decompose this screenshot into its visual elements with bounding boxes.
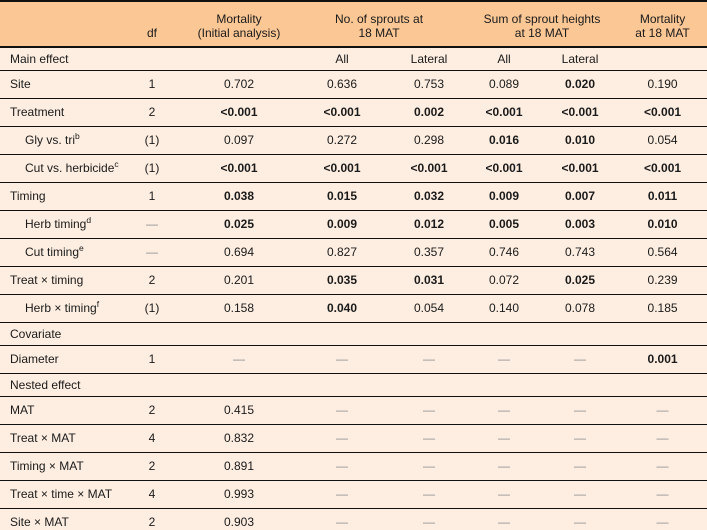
p-value-cell: 2 [118,396,186,424]
header-no-of-sprouts [292,1,466,47]
p-value-cell: 0.010 [618,210,707,238]
p-value-cell [466,373,542,396]
p-value-cell [186,47,292,70]
header-line: (Initial analysis) [197,26,281,40]
p-value-cell: 0.020 [542,70,618,98]
p-value-cell: — [392,396,466,424]
row-label: Treat × MAT [0,424,118,452]
section-row [0,373,707,396]
p-value-cell [466,322,542,345]
p-value-cell: <0.001 [466,98,542,126]
p-value-cell: — [186,345,292,373]
p-value-cell [618,47,707,70]
p-value-cell: 0.032 [392,182,466,210]
p-value-cell: 0.832 [186,424,292,452]
p-value-cell: — [542,345,618,373]
footnote-marker: e [79,243,84,253]
p-value-cell: — [542,480,618,508]
p-value-cell: 0.040 [292,294,392,322]
p-value-cell: 0.140 [466,294,542,322]
p-value-cell: 0.072 [466,266,542,294]
p-value-cell: 0.636 [292,70,392,98]
row-label: Treat × time × MAT [0,480,118,508]
p-value-cell: Lateral [392,47,466,70]
p-value-cell: 0.025 [186,210,292,238]
p-value-cell: 0.272 [292,126,392,154]
p-value-cell: 0.702 [186,70,292,98]
p-value-cell: 0.903 [186,508,292,530]
p-value-cell: <0.001 [186,98,292,126]
table-row [0,266,707,294]
footnote-marker: b [75,131,80,141]
header-sum-sprout-heights [466,1,618,47]
p-value-cell: (1) [118,126,186,154]
p-value-cell: 0.035 [292,266,392,294]
p-value-cell: — [466,508,542,530]
p-value-cell [542,322,618,345]
p-value-cell: <0.001 [292,98,392,126]
p-value-cell: 0.415 [186,396,292,424]
p-value-cell: 0.753 [392,70,466,98]
table-row [0,345,707,373]
p-value-cell [118,322,186,345]
p-value-cell [186,322,292,345]
p-value-cell: — [392,452,466,480]
p-value-cell: 0.694 [186,238,292,266]
p-value-cell: 0.185 [618,294,707,322]
p-value-cell: — [292,480,392,508]
p-value-cell [186,373,292,396]
row-label: Diameter [0,345,118,373]
p-value-cell: — [618,424,707,452]
p-value-cell: — [392,480,466,508]
p-value-cell: — [292,345,392,373]
header-line: No. of sprouts at [334,12,424,26]
row-label: Treatment [0,98,118,126]
header-line: at 18 MAT [514,26,570,40]
p-value-cell: 0.743 [542,238,618,266]
p-value-cell: 0.011 [618,182,707,210]
section-label: Covariate [0,322,118,345]
p-value-cell [292,373,392,396]
header-line: Mortality [216,12,262,26]
p-value-cell: 2 [118,266,186,294]
table-row [0,154,707,182]
p-value-cell: All [466,47,542,70]
p-value-cell: — [466,452,542,480]
row-label: Timing [0,182,118,210]
p-value-cell: 1 [118,70,186,98]
p-value-cell: 0.016 [466,126,542,154]
p-value-cell: — [466,480,542,508]
p-value-cell: 0.002 [392,98,466,126]
p-value-cell: — [292,396,392,424]
p-value-cell: — [466,424,542,452]
footnote-marker: c [114,159,119,169]
p-value-cell: 1 [118,345,186,373]
header-line: Sum of sprout heights [483,12,601,26]
p-value-cell: 0.564 [618,238,707,266]
p-value-cell [392,373,466,396]
p-value-cell [392,322,466,345]
p-value-cell: 0.007 [542,182,618,210]
p-value-cell: 0.025 [542,266,618,294]
row-label: Herb × timing$^f$ [0,294,118,322]
p-value-cell: 4 [118,424,186,452]
p-value-cell: 0.158 [186,294,292,322]
header-mortality-18mat [618,1,707,47]
p-value-cell: — [392,424,466,452]
p-value-cell: <0.001 [618,98,707,126]
p-value-cell: 0.054 [392,294,466,322]
p-value-cell: 0.827 [292,238,392,266]
p-value-cell: — [292,424,392,452]
p-value-cell: — [542,424,618,452]
p-value-cell: 0.201 [186,266,292,294]
p-value-cell: (1) [118,294,186,322]
p-value-cell: — [618,480,707,508]
p-value-cell: 0.993 [186,480,292,508]
p-value-cell: <0.001 [542,98,618,126]
p-value-cell: — [542,452,618,480]
p-value-cell: <0.001 [542,154,618,182]
row-label: Gly vs. tri$^b$ [0,126,118,154]
p-value-cell: — [618,508,707,530]
table-row [0,210,707,238]
p-value-cell: <0.001 [618,154,707,182]
p-value-cell: 0.009 [466,182,542,210]
p-value-cell: — [542,396,618,424]
p-value-cell: Lateral [542,47,618,70]
p-value-cell: 0.003 [542,210,618,238]
table-row [0,396,707,424]
header-effect-blank [0,1,118,47]
header-row [0,1,707,47]
header-line: Mortality [639,12,686,26]
p-value-cell [618,373,707,396]
p-value-cell: — [618,452,707,480]
p-value-cell: 0.001 [618,345,707,373]
row-label: Site [0,70,118,98]
p-value-cell: 2 [118,452,186,480]
p-value-cell: — [542,508,618,530]
table-row [0,70,707,98]
p-value-cell [618,322,707,345]
p-value-cell [292,322,392,345]
p-value-cell: 0.891 [186,452,292,480]
section-row [0,322,707,345]
row-label: Treat × timing [0,266,118,294]
p-value-cell: 0.012 [392,210,466,238]
p-value-cell: 0.190 [618,70,707,98]
table-row [0,294,707,322]
section-label: Main effect [0,47,118,70]
p-value-cell: 1 [118,182,186,210]
p-value-cell: — [118,238,186,266]
p-value-cell: — [392,345,466,373]
p-value-cell [118,373,186,396]
p-value-cell [542,373,618,396]
table-row [0,508,707,530]
p-value-cell: 0.078 [542,294,618,322]
table-row [0,238,707,266]
row-label: Herb timing$^d$ [0,210,118,238]
row-label: Cut vs. herbicide$^c$ [0,154,118,182]
table-row [0,182,707,210]
table-row [0,424,707,452]
p-value-cell: <0.001 [466,154,542,182]
p-value-cell: 0.010 [542,126,618,154]
p-value-cell: 0.038 [186,182,292,210]
p-value-cell: 0.298 [392,126,466,154]
row-label: Site × MAT [0,508,118,530]
footnote-marker: d [86,215,92,225]
section-label: Nested effect [0,373,118,396]
p-value-cell: — [466,396,542,424]
table-row [0,98,707,126]
table-row [0,452,707,480]
p-value-cell: — [292,508,392,530]
p-value-cell: 2 [118,98,186,126]
p-value-cell: — [392,508,466,530]
row-label: Timing × MAT [0,452,118,480]
p-value-cell: 0.239 [618,266,707,294]
p-value-cell: 0.357 [392,238,466,266]
section-row [0,47,707,70]
p-value-cell: 0.031 [392,266,466,294]
row-label: Cut timing$^e$ [0,238,118,266]
table-body [0,47,707,530]
table-row [0,126,707,154]
header-df: df [118,1,186,47]
p-value-cell: 4 [118,480,186,508]
p-value-cell: 0.746 [466,238,542,266]
header-line: at 18 MAT [635,26,690,40]
p-value-cell: 0.097 [186,126,292,154]
header-line: 18 MAT [358,26,400,40]
p-value-cell: 2 [118,508,186,530]
p-value-cell: — [118,210,186,238]
p-value-cell: 0.015 [292,182,392,210]
footnote-marker: f [96,299,100,309]
row-label: MAT [0,396,118,424]
p-value-cell: All [292,47,392,70]
p-value-cell: 0.005 [466,210,542,238]
p-value-cell: — [292,452,392,480]
p-value-cell: (1) [118,154,186,182]
p-value-cell: <0.001 [392,154,466,182]
p-value-cell: 0.009 [292,210,392,238]
p-value-cell: 0.089 [466,70,542,98]
p-value-cell: — [618,396,707,424]
p-value-cell: <0.001 [186,154,292,182]
table-header [0,1,707,47]
p-value-cell: 0.054 [618,126,707,154]
p-value-cell: — [466,345,542,373]
p-value-cell [118,47,186,70]
p-value-cell: <0.001 [292,154,392,182]
table-row [0,480,707,508]
header-mortality-initial [186,1,292,47]
